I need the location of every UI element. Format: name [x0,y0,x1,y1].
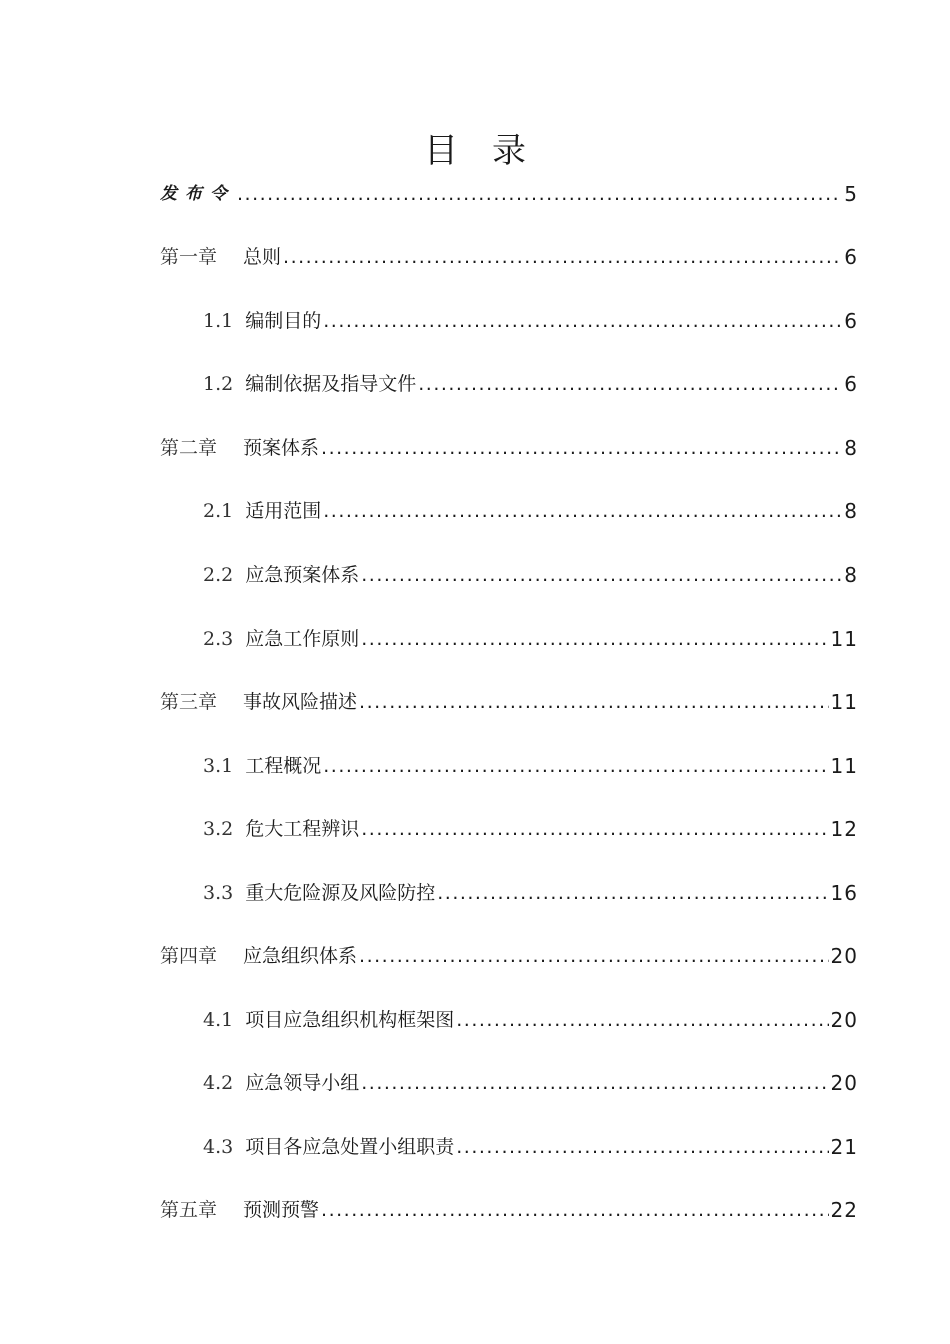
toc-leader-dots [456,1005,828,1035]
page-title [0,123,950,172]
toc-entry-text: 应急预案体系 [245,564,360,586]
toc-entry-number: 1.1 [203,310,234,332]
toc-entry-page: 22 [830,1198,858,1222]
toc-entry[interactable] [160,242,858,272]
toc-entry-text: 总则 [243,246,282,268]
toc-entry-page: 6 [844,309,858,333]
toc-entry-page: 11 [830,754,858,778]
toc-entry-page: 8 [844,499,858,523]
toc-leader-dots [359,687,829,717]
page-title-char-1: 目 [424,130,458,171]
toc-leader-dots [456,1132,828,1162]
toc-entry-page: 11 [830,690,858,714]
toc-leader-dots [359,941,829,971]
toc-leader-dots [361,1068,828,1098]
toc-entry-number: 1.2 [203,373,234,395]
toc-entry[interactable] [203,751,858,781]
toc-entry[interactable] [160,179,858,209]
toc-entry-text: 事故风险描述 [243,691,358,713]
toc-entry[interactable] [203,1068,858,1098]
toc-entry[interactable] [160,1195,858,1225]
toc-entry-text: 发布令 [160,184,235,204]
toc-leader-dots [323,306,842,336]
toc-entry-number: 第四章 [160,945,218,967]
page-title-char-2: 录 [492,130,526,171]
toc-leader-dots [237,179,842,209]
toc-entry-page: 8 [844,563,858,587]
toc-entry[interactable] [160,687,858,717]
toc-entry[interactable] [203,814,858,844]
toc-leader-dots [418,369,842,399]
toc-entry-page: 16 [830,881,858,905]
toc-entry[interactable] [203,1132,858,1162]
toc-leader-dots [437,878,828,908]
toc-entry-text: 项目各应急处置小组职责 [245,1136,455,1158]
toc-entry-page: 20 [830,1008,858,1032]
toc-entry-page: 11 [830,627,858,651]
toc-entry-text: 应急领导小组 [245,1072,360,1094]
toc-entry-text: 重大危险源及风险防控 [245,882,436,904]
toc-leader-dots [321,433,842,463]
toc-entry[interactable] [203,306,858,336]
toc-entry-text: 危大工程辨识 [245,818,360,840]
toc-entry[interactable] [203,496,858,526]
toc-leader-dots [361,814,828,844]
toc-entry[interactable] [160,941,858,971]
toc-entry-number: 2.1 [203,500,234,522]
toc-entry-text: 应急工作原则 [245,628,360,650]
toc-entry-number: 第一章 [160,246,218,268]
toc-entry-text: 预案体系 [243,437,320,459]
toc-entry[interactable] [203,560,858,590]
toc-entry-text: 工程概况 [245,755,322,777]
toc-entry-number: 2.3 [203,628,234,650]
toc-entry-number: 第五章 [160,1199,218,1221]
toc-leader-dots [283,242,842,272]
toc-leader-dots [323,751,828,781]
toc-entry-number: 3.1 [203,755,234,777]
toc-entry-page: 12 [830,817,858,841]
toc-leader-dots [361,560,842,590]
toc-entry-page: 5 [844,182,858,206]
toc-entry-number: 第二章 [160,437,218,459]
toc-leader-dots [361,624,828,654]
toc-entry-page: 6 [844,372,858,396]
toc-entry-page: 8 [844,436,858,460]
toc-entry[interactable] [203,369,858,399]
toc-entry-text: 项目应急组织机构框架图 [245,1009,455,1031]
toc-entry-number: 4.1 [203,1009,234,1031]
toc-entry-page: 21 [830,1135,858,1159]
toc-entry-number: 3.2 [203,818,234,840]
toc-entry-page: 6 [844,245,858,269]
toc-entry-number: 4.2 [203,1072,234,1094]
toc-entry-page: 20 [830,944,858,968]
toc-entry[interactable] [203,878,858,908]
toc-entry[interactable] [203,1005,858,1035]
toc-entry-page: 20 [830,1071,858,1095]
toc-entry-text: 应急组织体系 [243,945,358,967]
toc-leader-dots [323,496,842,526]
toc-leader-dots [321,1195,829,1225]
toc-entry-number: 2.2 [203,564,234,586]
toc-entry-text: 编制目的 [245,310,322,332]
toc-entry-text: 编制依据及指导文件 [245,373,417,395]
toc-entry[interactable] [203,624,858,654]
toc-entry-text: 适用范围 [245,500,322,522]
toc-entry-number: 3.3 [203,882,234,904]
toc-entry-number: 第三章 [160,691,218,713]
toc-entry[interactable] [160,433,858,463]
toc-entry-text: 预测预警 [243,1199,320,1221]
toc-entry-number: 4.3 [203,1136,234,1158]
